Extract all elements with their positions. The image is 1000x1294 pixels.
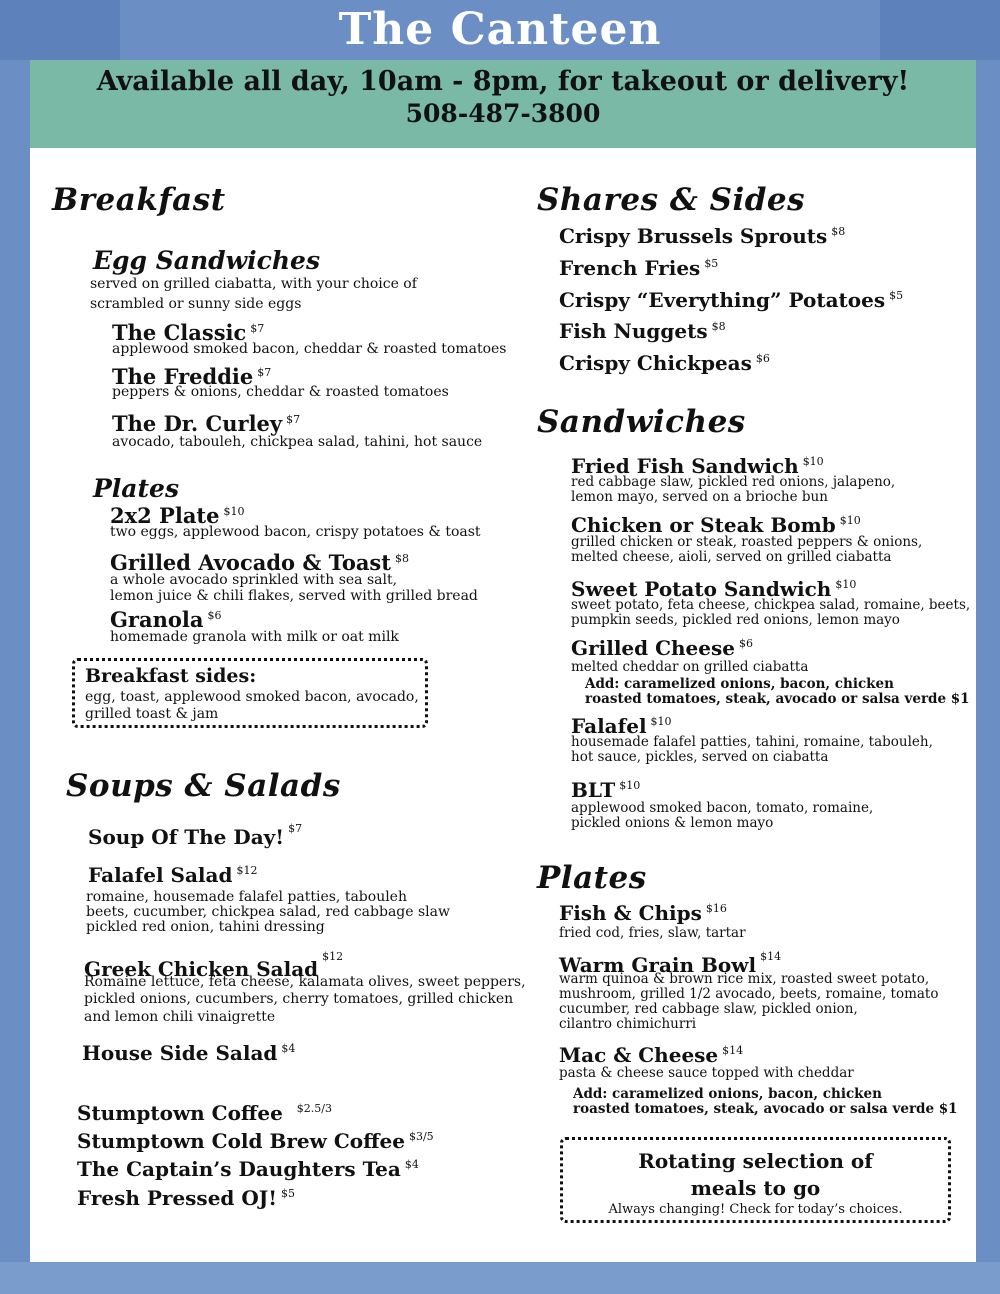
subheading-egg-sandwiches: Egg Sandwiches: [93, 246, 321, 275]
menu-item-fish-chips: [559, 901, 727, 925]
item-addon: Add: caramelized onions, bacon, chicken: [585, 676, 894, 692]
item-description: sweet potato, feta cheese, chickpea salad, romaine, beets,: [571, 597, 971, 613]
box-description: grilled toast & jam: [85, 706, 219, 722]
item-price: $5: [281, 1187, 296, 1201]
item-name: Crispy Chickpeas: [559, 351, 752, 375]
section-heading-plates: Plates: [537, 860, 647, 896]
item-name: The Freddie: [112, 364, 254, 389]
item-price: $5: [704, 257, 719, 271]
drink-item-oj: [77, 1186, 295, 1210]
item-name: Falafel Salad: [88, 863, 233, 887]
item-price: $10: [619, 779, 641, 793]
item-description: cucumber, red cabbage slaw, pickled onion,: [559, 1001, 858, 1017]
item-description: and lemon chili vinaigrette: [84, 1009, 276, 1025]
drink-item-stumptown-coffee: [77, 1101, 332, 1125]
item-description: cilantro chimichurri: [559, 1016, 697, 1032]
item-price: $5: [889, 289, 904, 303]
item-price: $7: [286, 413, 301, 426]
item-name: Mac & Cheese: [559, 1043, 719, 1067]
drink-item-cold-brew: [77, 1129, 434, 1153]
item-name: French Fries: [559, 256, 701, 280]
item-price: $4: [281, 1042, 296, 1056]
item-description: pasta & cheese sauce topped with cheddar: [559, 1065, 854, 1081]
item-name: Grilled Cheese: [571, 636, 735, 660]
item-description: homemade granola with milk or oat milk: [110, 629, 399, 645]
item-price: $14: [722, 1044, 744, 1058]
menu-item-crispy-brussels-sprouts: [559, 224, 845, 248]
phone-number: 508-487-3800: [405, 99, 601, 128]
item-name: 2x2 Plate: [110, 503, 220, 528]
menu-item-falafel-salad: [88, 863, 257, 887]
item-name: Stumptown Cold Brew Coffee: [77, 1129, 405, 1153]
menu-item-blt: [571, 778, 640, 802]
subheading-plates: Plates: [93, 474, 180, 503]
item-description: melted cheese, aioli, served on grilled ciabatta: [571, 549, 892, 565]
item-price: $14: [760, 950, 782, 963]
item-description: grilled chicken or steak, roasted peppers & onions,: [571, 534, 923, 550]
item-name: Fish Nuggets: [559, 319, 708, 343]
menu-item-fish-nuggets: [559, 319, 726, 343]
item-description: pumpkin seeds, pickled red onions, lemon mayo: [571, 612, 900, 628]
box-title-line1: Rotating selection of: [638, 1149, 873, 1173]
item-price: $7: [288, 822, 303, 835]
item-price: $10: [839, 514, 861, 528]
item-price: $2.5/3: [296, 1102, 332, 1116]
box-description: egg, toast, applewood smoked bacon, avocado,: [85, 689, 419, 705]
item-description: melted cheddar on grilled ciabatta: [571, 659, 809, 675]
item-description: Romaine lettuce, feta cheese, kalamata olives, sweet peppers,: [84, 974, 526, 990]
item-description: peppers & onions, cheddar & roasted tomatoes: [112, 384, 449, 400]
item-name: The Captain’s Daughters Tea: [77, 1157, 401, 1181]
item-name: House Side Salad: [82, 1041, 278, 1065]
item-name: Fried Fish Sandwich: [571, 454, 799, 478]
item-description: scrambled or sunny side eggs: [90, 296, 302, 312]
item-price: $8: [394, 552, 409, 565]
item-price: $6: [755, 352, 770, 366]
menu-item-soup-of-the-day: [88, 822, 302, 849]
item-description: fried cod, fries, slaw, tartar: [559, 925, 746, 941]
item-description: two eggs, applewood bacon, crispy potatoes & toast: [110, 524, 481, 540]
item-description: pickled red onion, tahini dressing: [86, 919, 325, 935]
menu-item-french-fries: [559, 256, 718, 280]
item-description: applewood smoked bacon, tomato, romaine,: [571, 800, 874, 816]
menu-panel: [30, 148, 976, 1262]
item-description: lemon juice & chili flakes, served with grilled bread: [110, 588, 478, 604]
item-description: avocado, tabouleh, chickpea salad, tahini, hot sauce: [112, 434, 483, 450]
item-description: romaine, housemade falafel patties, tabouleh: [86, 889, 407, 905]
section-heading-sandwiches: Sandwiches: [537, 404, 746, 440]
item-price: $16: [705, 902, 727, 916]
section-heading-breakfast: Breakfast: [52, 182, 226, 218]
rotating-selection-box: [560, 1137, 951, 1223]
item-description: housemade falafel patties, tahini, romaine, tabouleh,: [571, 734, 933, 750]
item-price: $8: [711, 320, 726, 334]
item-name: Stumptown Coffee: [77, 1101, 283, 1125]
item-name: Falafel: [571, 714, 647, 738]
background-stripe: [0, 1262, 1000, 1294]
item-name: Soup Of The Day!: [88, 825, 285, 849]
item-name: Crispy Brussels Sprouts: [559, 224, 828, 248]
item-description: applewood smoked bacon, cheddar & roasted tomatoes: [112, 341, 507, 357]
item-description: beets, cucumber, chickpea salad, red cabbage slaw: [86, 904, 450, 920]
item-price: $10: [802, 455, 824, 469]
menu-item-the-dr-curley: [112, 411, 300, 436]
item-price: $7: [257, 366, 272, 379]
item-description: pickled onions & lemon mayo: [571, 815, 774, 831]
item-price: $3/5: [408, 1130, 434, 1144]
page-title: The Canteen: [338, 4, 662, 55]
item-addon: Add: caramelized onions, bacon, chicken: [573, 1086, 882, 1102]
item-name: Greek Chicken Salad: [84, 957, 319, 981]
item-description: mushroom, grilled 1/2 avocado, beets, romaine, tomato: [559, 986, 939, 1002]
item-name: Chicken or Steak Bomb: [571, 513, 836, 537]
box-title-line2: meals to go: [690, 1176, 821, 1200]
item-name: Fresh Pressed OJ!: [77, 1186, 278, 1210]
item-name: The Classic: [112, 320, 247, 345]
item-description: hot sauce, pickles, served on ciabatta: [571, 749, 829, 765]
hours-banner: [30, 60, 976, 148]
item-name: Granola: [110, 607, 204, 632]
item-price: $8: [831, 225, 846, 239]
item-name: Sweet Potato Sandwich: [571, 577, 832, 601]
item-name: Warm Grain Bowl: [559, 953, 757, 977]
item-price: $12: [236, 864, 258, 878]
item-name: BLT: [571, 778, 616, 802]
section-heading-soups-salads: Soups & Salads: [66, 768, 341, 804]
box-description: Always changing! Check for today’s choices.: [608, 1202, 903, 1217]
item-description: pickled onions, cucumbers, cherry tomatoes, grilled chicken: [84, 991, 514, 1007]
menu-item-grilled-cheese: [571, 636, 753, 660]
item-description: red cabbage slaw, pickled red onions, jalapeno,: [571, 474, 896, 490]
menu-item-house-side-salad: [82, 1041, 295, 1065]
item-name: Grilled Avocado & Toast: [110, 550, 391, 575]
item-price: $4: [404, 1158, 419, 1172]
item-price: $10: [835, 578, 857, 592]
menu-item-everything-potatoes: [559, 288, 903, 312]
hours-text: Available all day, 10am - 8pm, for takeout or delivery!: [96, 66, 910, 97]
item-addon: roasted tomatoes, steak, avocado or salsa verde $1: [573, 1101, 958, 1117]
box-title: Breakfast sides:: [85, 665, 257, 687]
section-heading-shares-sides: Shares & Sides: [537, 182, 806, 218]
item-addon: roasted tomatoes, steak, avocado or salsa verde $1: [585, 691, 970, 707]
menu-item-mac-cheese: [559, 1043, 743, 1067]
item-name: Fish & Chips: [559, 901, 702, 925]
item-price: $10: [223, 505, 245, 518]
item-description: lemon mayo, served on a brioche bun: [571, 489, 828, 505]
item-description: warm quinoa & brown rice mix, roasted sweet potato,: [559, 971, 930, 987]
item-price: $10: [650, 715, 672, 729]
item-description: a whole avocado sprinkled with sea salt,: [110, 572, 398, 588]
item-price: $12: [322, 950, 344, 963]
item-price: $7: [250, 322, 265, 335]
item-name: Crispy “Everything” Potatoes: [559, 288, 886, 312]
item-price: $6: [738, 637, 753, 651]
item-price: $6: [207, 609, 222, 622]
drink-item-tea: [77, 1157, 419, 1181]
menu-item-crispy-chickpeas: [559, 351, 770, 375]
item-description: served on grilled ciabatta, with your choice of: [90, 276, 417, 292]
item-name: The Dr. Curley: [112, 411, 283, 436]
breakfast-sides-box: [72, 658, 428, 728]
